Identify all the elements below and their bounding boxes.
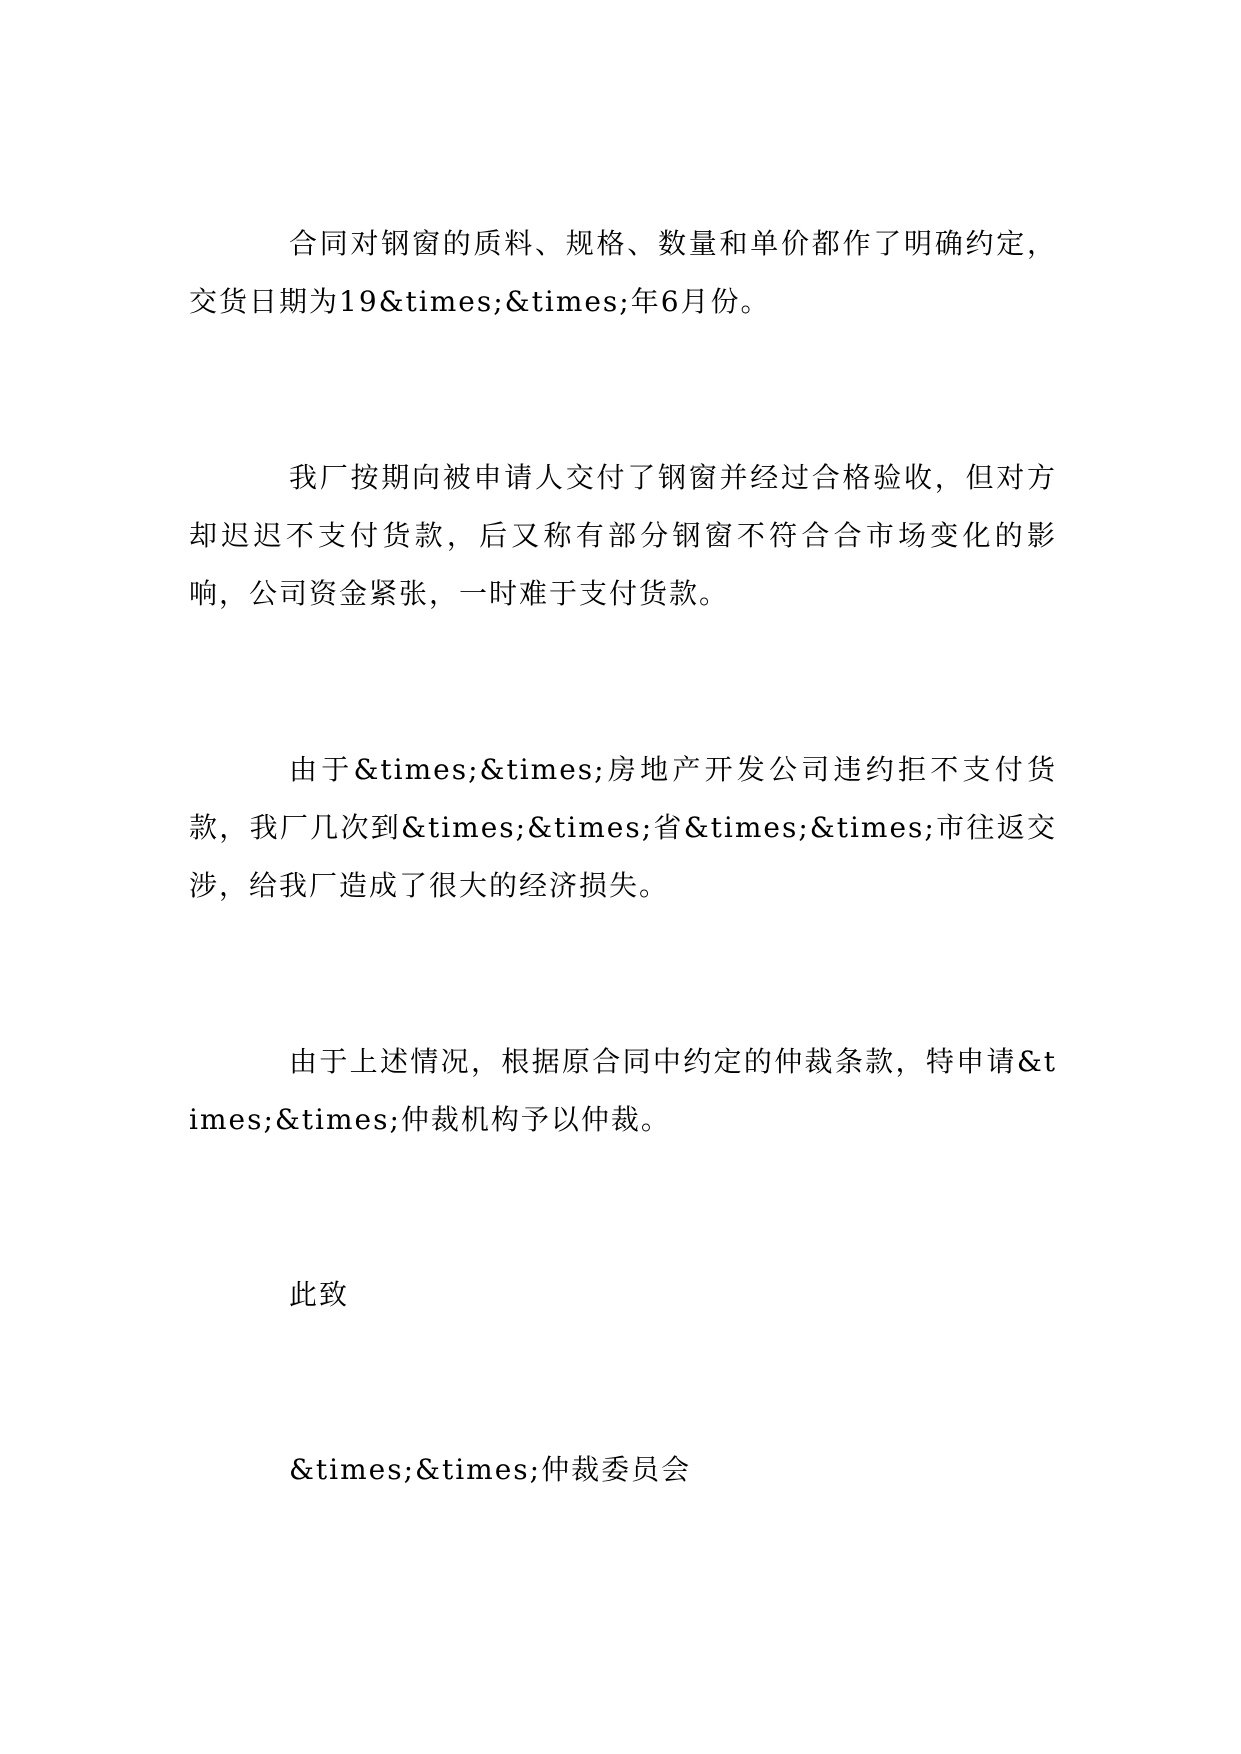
paragraph-contract-terms: 合同对钢窗的质料、规格、数量和单价都作了明确约定，交货日期为19&times;&times;年6月份。 bbox=[189, 227, 1057, 318]
paragraph-arbitration-request: 由于上述情况，根据原合同中约定的仲裁条款，特申请&times;&times;仲裁机构予以仲裁。 bbox=[189, 1045, 1057, 1136]
addressee: &times;&times;仲裁委员会 bbox=[289, 1453, 692, 1486]
closing-salutation: 此致 bbox=[289, 1278, 350, 1311]
paragraph-economic-loss: 由于&times;&times;房地产开发公司违约拒不支付货款，我厂几次到&times;&times;省&times;&times;市往返交涉，给我厂造成了很大的经济损失。 bbox=[189, 753, 1057, 902]
paragraph-delivery-and-nonpayment: 我厂按期向被申请人交付了钢窗并经过合格验收，但对方却迟迟不支付货款，后又称有部分钢窗不符合合市场变化的影响，公司资金紧张，一时难于支付货款。 bbox=[189, 461, 1057, 610]
